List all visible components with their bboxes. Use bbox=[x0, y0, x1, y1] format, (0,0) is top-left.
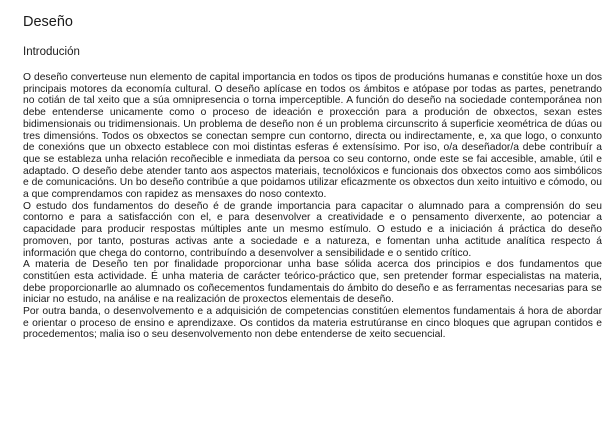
paragraph-1: O deseño converteuse nun elemento de capital importancia en todos os tipos de producións humanas e constitúe hoxe un dos principais motores da economía cultural. O deseño aplícase en todos os ámbitos e atópase por todas as partes, penetrando no cotián de tal xeito que a súa omnipresencia o torna imperceptible. A función do deseño na sociedade contemporánea non debe entenderse unicamente como o proceso de ideación e proxección para a produción de obxectos, sexan estes bidimensionais ou tridimensionais. Un problema de deseño non é un problema circunscrito á superficie xeométrica de dúas ou tres dimensións. Todos os obxectos se conectan sempre cun contorno, directa ou indirectamente, e, xa que logo, o conxunto de conexións que un obxecto establece con moi distintas esferas é extensísimo. Por iso, o/a deseñador/a debe contribuír a que se estableza unha relación recoñecible e inmediata da persoa co seu contorno, onde este se fai accesible, amable, útil e adaptado. O deseño debe atender tanto aos aspectos materiais, tecnolóxicos e funcionais dos obxectos como aos simbólicos e de comunicacións. Un bo deseño contribúe a que poidamos utilizar eficazmente os obxectos dun xeito intuitivo e cómodo, ou a que comprendamos con rapidez as mensaxes do noso contexto. bbox=[23, 72, 602, 201]
section-heading: Introdución bbox=[23, 46, 80, 58]
paragraph-2: O estudo dos fundamentos do deseño é de grande importancia para capacitar o alumnado para a comprensión do seu contorno e para a satisfacción con el, e para desenvolver a creatividade e o pensamento diverxente, ao potenciar a capacidade para producir respostas múltiples ante un mesmo estímulo. O estudo e a iniciación á práctica do deseño promoven, por tanto, posturas activas ante a sociedade e a natureza, e fomentan unha actitude analítica respecto á información que chega do contorno, contribuíndo a desenvolver a sensibilidade e o sentido crítico. bbox=[23, 200, 602, 259]
document-title: Deseño bbox=[23, 14, 73, 30]
paragraph-4: Por outra banda, o desenvolvemento e a adquisición de competencias constitúen elementos fundamentais á hora de abordar e orientar o proceso de ensino e aprendizaxe. Os contidos da materia estrutúranse en cinco bloques que agrupan contidos e procedementos; malia iso o seu desenvolvemento non debe entenderse de xeito secuencial. bbox=[23, 306, 602, 341]
paragraph-3: A materia de Deseño ten por finalidade proporcionar unha base sólida acerca dos principios e dos fundamentos que constitúen esta actividade. É unha materia de carácter teórico-práctico que, sen pretender formar especialistas na materia, debe proporcionarlle ao alumnado os coñecementos fundamentais do ámbito do deseño e as ferramentas necesarias para se iniciar no estudo, na análise e na realización de proxectos elementais de deseño. bbox=[23, 259, 602, 306]
